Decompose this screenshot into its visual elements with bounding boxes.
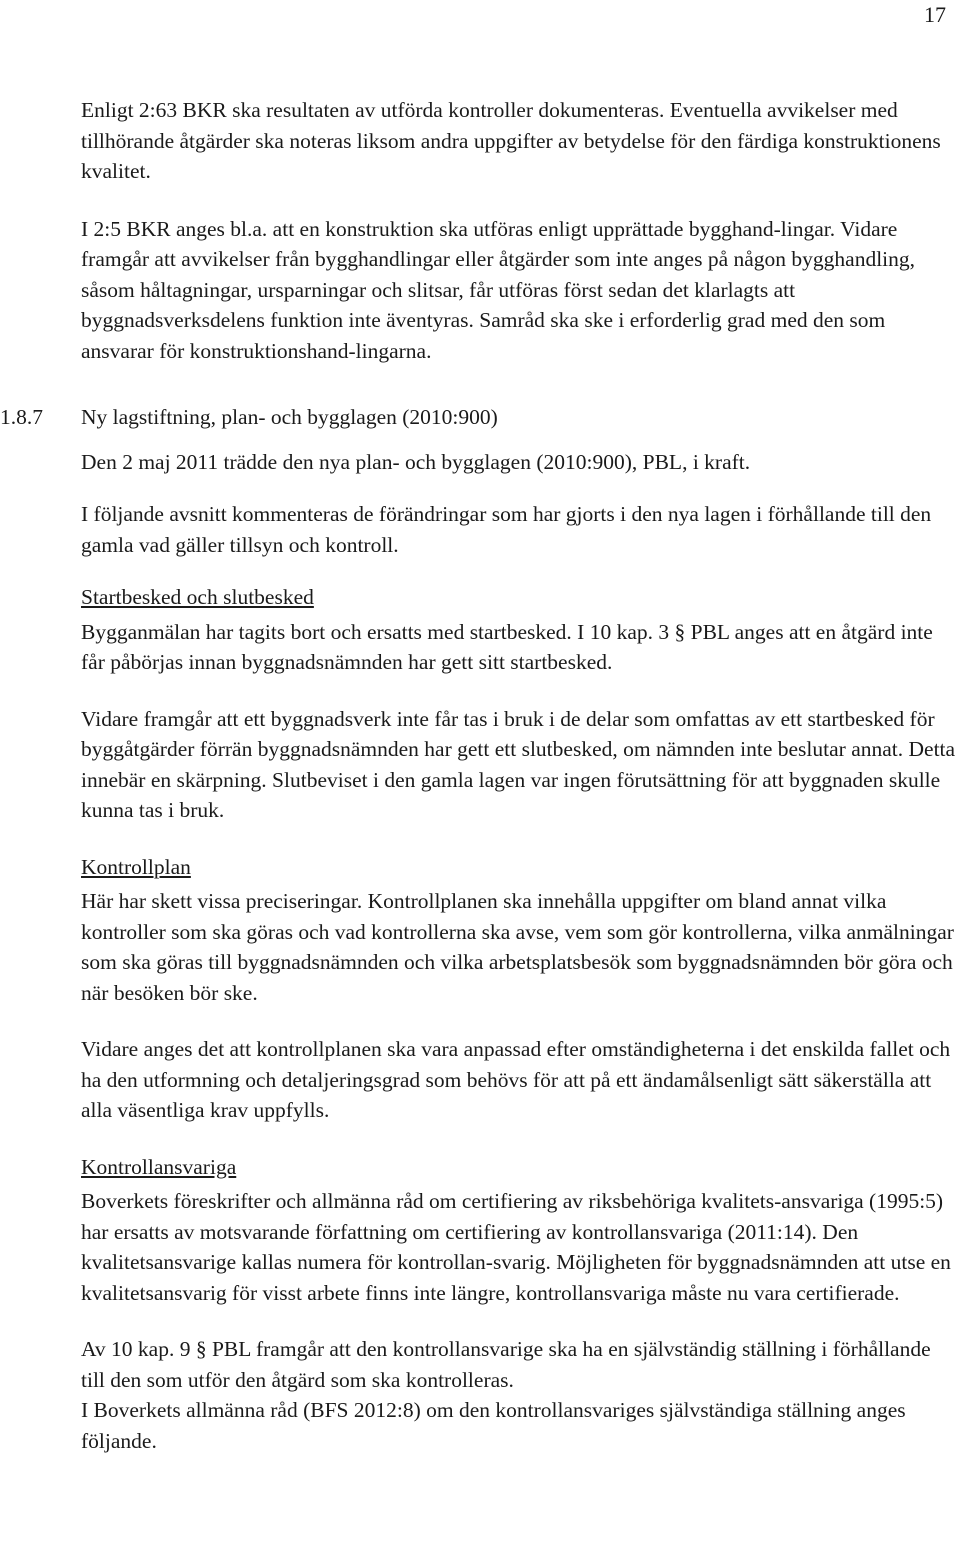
paragraph-pbl-intro: Den 2 maj 2011 trädde den nya plan- och bygglagen (2010:900), PBL, i kraft. [81, 449, 751, 474]
paragraph-kontrollplan-2: Vidare anges det att kontrollplanen ska vara anpassad efter omständigheterna i det enskilda fallet och ha den utformning och detaljeringsgrad som behövs för att på ett ändamålsenligt sätt säkerställa att alla väsentliga krav uppfylls. [81, 1037, 951, 1122]
section-heading [0, 402, 956, 433]
section-number: 1.8.7 [0, 405, 43, 429]
paragraph-kontrollansvariga-2: Av 10 kap. 9 § PBL framgår att den kontrollansvarige ska ha en självständig ställning i förhållande till den som utför den åtgärd som ska kontrolleras. [81, 1337, 931, 1392]
document-body [0, 95, 956, 1456]
paragraph-pbl-overview: I följande avsnitt kommenteras de förändringar som har gjorts i den nya lagen i förhållande till den gamla vad gäller tillsyn och kontroll. [81, 502, 932, 557]
page-number: 17 [924, 2, 946, 27]
paragraph-bkr-documentation: Enligt 2:63 BKR ska resultaten av utförda kontroller dokumenteras. Eventuella avvikelser med tillhörande åtgärder ska noteras liksom andra uppgifter av betydelse för den färdiga konstruktionens kvalitet. [81, 98, 941, 183]
paragraph-startbesked-1: Bygganmälan har tagits bort och ersatts med startbesked. I 10 kap. 3 § PBL anges att en åtgärd inte får påbörjas innan byggnadsnämnden har gett sitt startbesked. [81, 619, 933, 674]
section-title: Ny lagstiftning, plan- och bygglagen (2010:900) [81, 405, 498, 429]
subheading-kontrollansvariga: Kontrollansvariga [81, 1154, 237, 1179]
paragraph-kontrollansvariga-3: I Boverkets allmänna råd (BFS 2012:8) om den kontrollansvariges självständiga ställning anges följande. [81, 1398, 906, 1453]
paragraph-startbesked-2: Vidare framgår att ett byggnadsverk inte får tas i bruk i de delar som omfattas av ett startbesked för byggåtgärder förrän byggnadsnämnden har gett ett slutbesked, om nämnden inte beslutar annat. Detta innebär en skärpning. Slutbeviset i den gamla lagen var ingen förutsättning för att byggnaden skulle kunna tas i bruk. [81, 706, 956, 822]
paragraph-kontrollansvariga-1: Boverkets föreskrifter och allmänna råd om certifiering av riksbehöriga kvalitets-ansvariga (1995:5) har ersatts av motsvarande författning om certifiering av kontrollansvariga (2011:14). Den kvalitetsansvarige kallas numera för kontrollan-svarig. Möjligheten för byggnadsnämnden att utse en kvalitetsansvarig för visst arbete finns inte längre, kontrollansvariga måste nu vara certifierade. [81, 1189, 951, 1305]
paragraph-kontrollplan-1: Här har skett vissa preciseringar. Kontrollplanen ska innehålla uppgifter om bland annat vilka kontroller som ska göras och vad kontrollerna ska avse, vem som gör kontrollerna, vilka anmälningar som ska göras till byggnadsnämnden och vilka arbetsplatsbesök som byggnadsnämnden bör göra och när besöken bör ske. [81, 889, 954, 1005]
paragraph-bkr-construction: I 2:5 BKR anges bl.a. att en konstruktion ska utföras enligt upprättade bygghand-lingar. Vidare framgår att avvikelser från bygghandlingar eller åtgärder som inte anges på någon bygghandling, såsom håltagningar, ursparningar och slitsar, får utföras först sedan det klarlagts att byggnadsverksdelens funktion inte äventyras. Samråd ska ske i erforderlig grad med den som ansvarar för konstruktionshand-lingarna. [81, 216, 916, 363]
subheading-startbesked: Startbesked och slutbesked [81, 585, 314, 609]
subheading-kontrollplan: Kontrollplan [81, 854, 191, 879]
